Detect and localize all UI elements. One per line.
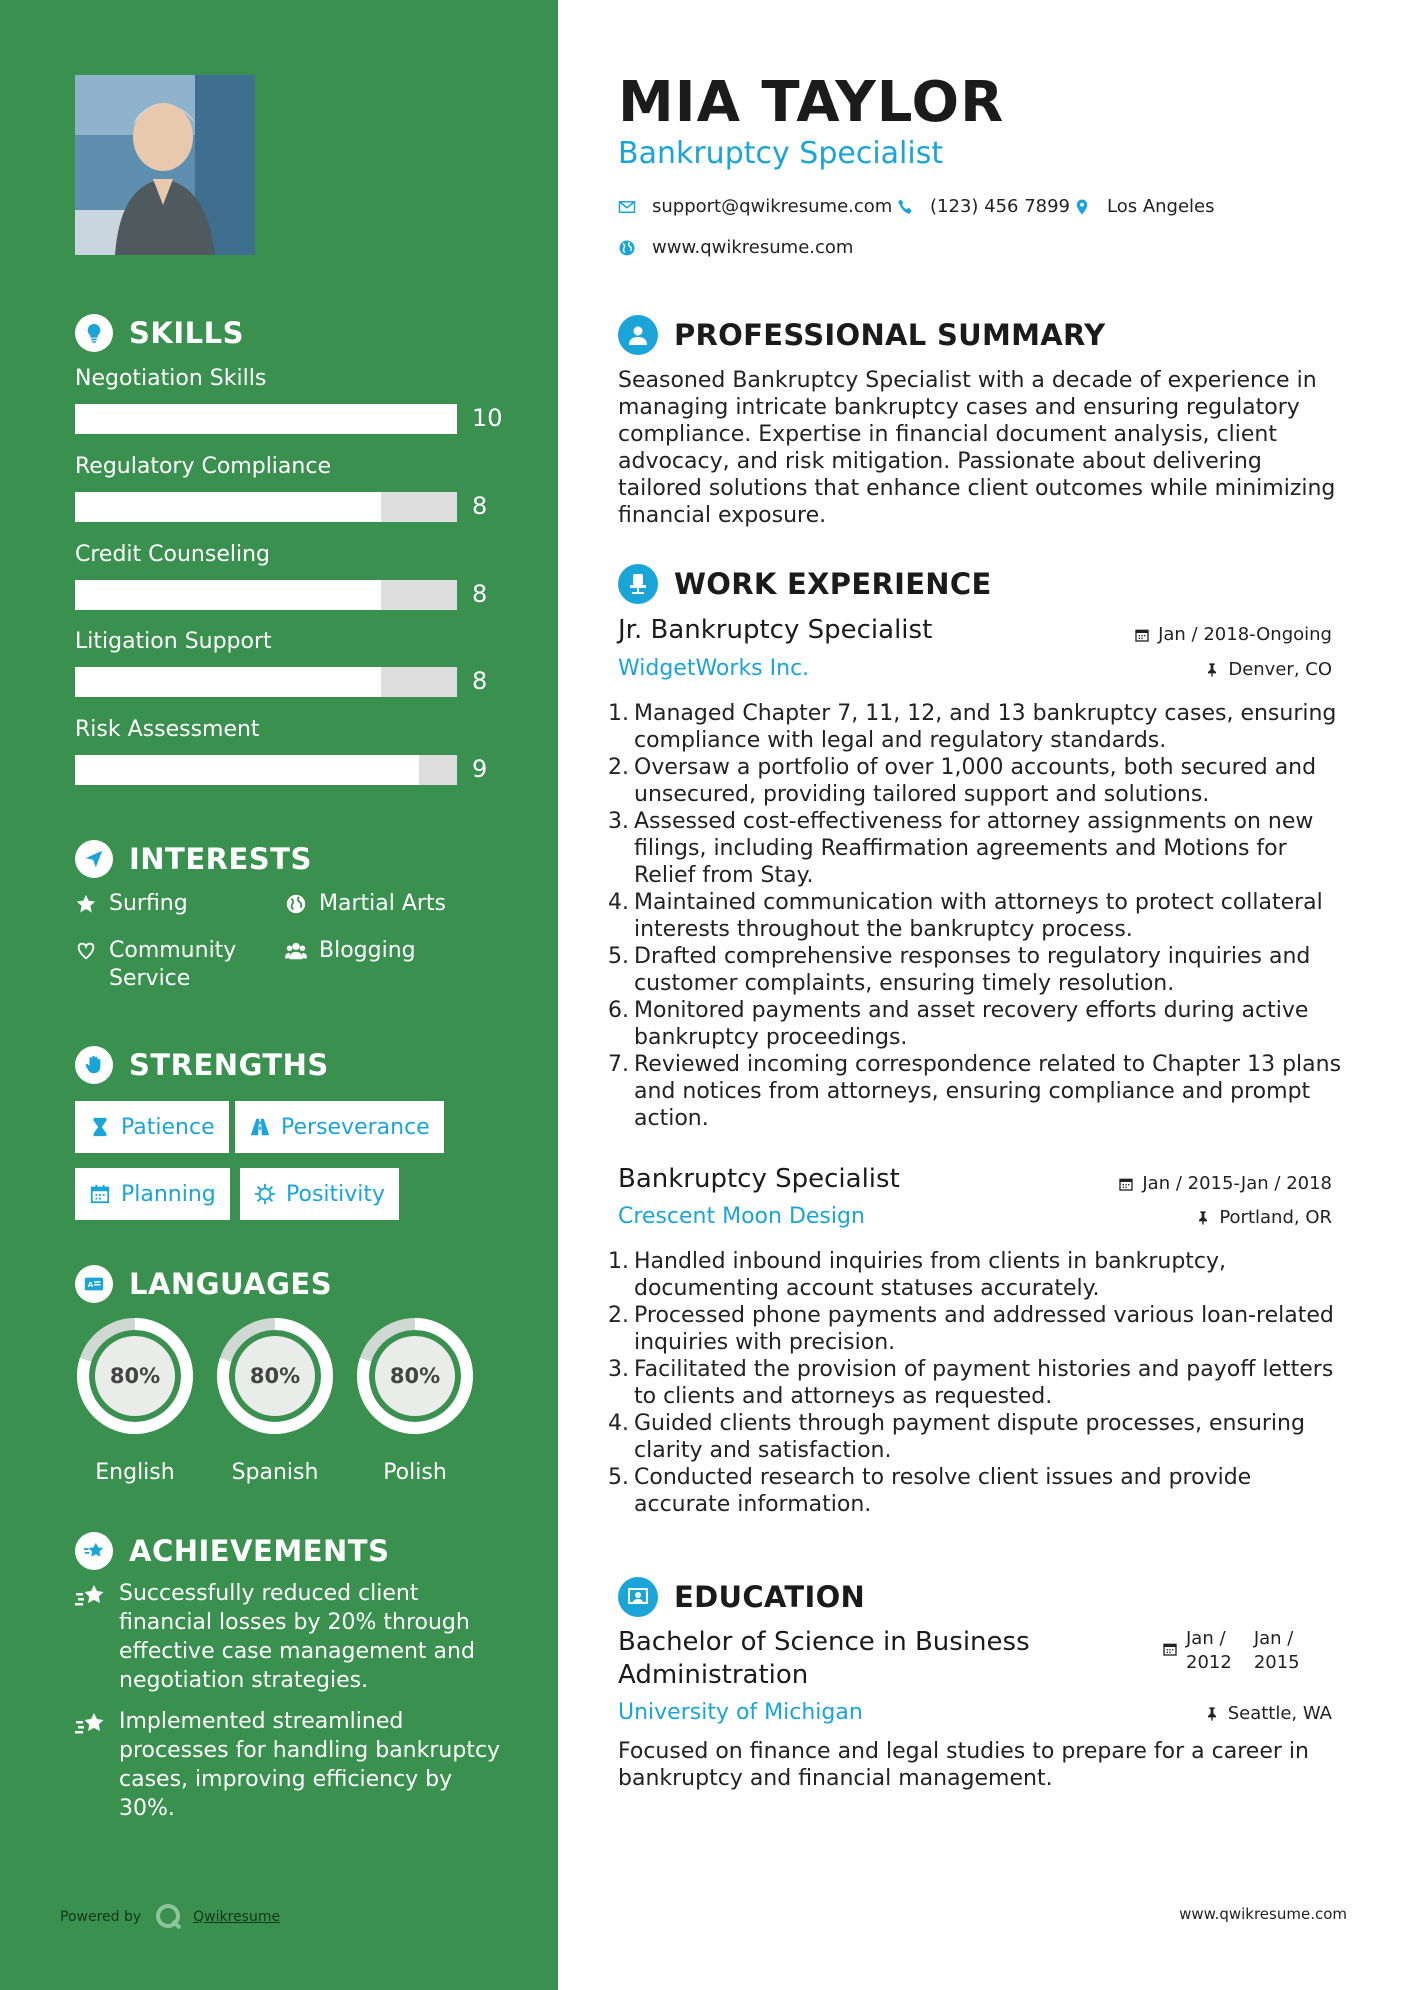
skill-level: 9: [472, 755, 488, 783]
qwikresume-link[interactable]: Qwikresume: [193, 1909, 281, 1925]
job-dates: [1134, 624, 1332, 645]
skills-title: SKILLS: [129, 316, 244, 350]
language-name: English: [95, 1460, 175, 1485]
education-description: Focused on finance and legal studies to prepare for a career in bankruptcy and financial management.: [618, 1739, 1309, 1791]
skill-name: Credit Counseling: [75, 542, 270, 567]
responsibility-item: [608, 700, 1348, 754]
item-number: 4.: [608, 890, 629, 915]
item-number: 3.: [608, 1357, 629, 1382]
skill-bar-fill: [75, 492, 381, 522]
envelope-icon: [618, 198, 636, 216]
star-icon: [75, 893, 97, 915]
degree-line: Bachelor of Science in Business: [618, 1627, 1030, 1657]
skills-heading: [75, 314, 244, 352]
interests-title: INTERESTS: [129, 842, 312, 876]
language-percent: 80%: [109, 1364, 161, 1388]
item-number: 1.: [608, 1249, 629, 1274]
strength-patience: [75, 1101, 229, 1153]
start-month: Jan /: [1186, 1628, 1226, 1649]
job-location: [1195, 1207, 1332, 1228]
responsibility-item: [608, 1051, 1348, 1132]
summary-heading: [618, 315, 1105, 355]
responsibility-item: [608, 1248, 1348, 1302]
responsibility-item: [608, 1302, 1348, 1356]
experience-title: WORK EXPERIENCE: [674, 567, 992, 601]
candidate-role: Bankruptcy Specialist: [618, 136, 944, 171]
main-content: [558, 0, 1407, 1990]
strengths-heading: [75, 1046, 329, 1084]
job-company: Crescent Moon Design: [618, 1204, 865, 1229]
footer-url[interactable]: www.qwikresume.com: [1179, 1905, 1347, 1923]
skill-level: 8: [472, 492, 488, 520]
calendar-icon: [1118, 1176, 1134, 1192]
start-year: 2012: [1186, 1652, 1232, 1673]
education-location: [1204, 1703, 1332, 1724]
globe-icon: [285, 893, 307, 915]
education-start: [1186, 1627, 1232, 1675]
skill-bar-fill: [75, 404, 457, 434]
achievement-icon: [75, 1532, 113, 1570]
pushpin-icon: [1204, 1706, 1220, 1722]
responsibility-item: [608, 754, 1348, 808]
pushpin-icon: [1204, 662, 1220, 678]
item-text: Handled inbound inquiries from clients in bankruptcy, documenting account statuses accurately.: [634, 1249, 1227, 1301]
paper-plane-icon: [75, 840, 113, 878]
item-number: 4.: [608, 1411, 629, 1436]
education-heading: [618, 1577, 865, 1617]
school-name: University of Michigan: [618, 1700, 863, 1725]
education-end: [1254, 1627, 1300, 1675]
degree-line: Administration: [618, 1660, 809, 1690]
item-text: Assessed cost-effectiveness for attorney assignments on new filings, including Reaffirmation agreements and Motions for Relief from Stay.: [634, 809, 1314, 888]
responsibility-item: [608, 1356, 1348, 1410]
job-company: WidgetWorks Inc.: [618, 656, 810, 681]
achievement-text: Implemented streamlined processes for handling bankruptcy cases, improving efficiency by 30%.: [119, 1709, 501, 1821]
strength-perseverance: [235, 1101, 444, 1153]
job-responsibilities: [608, 1248, 1348, 1518]
interest-label: Martial Arts: [319, 891, 447, 916]
item-text: Drafted comprehensive responses to regulatory inquiries and customer complaints, ensuring timely resolution.: [634, 944, 1311, 996]
item-number: 7.: [608, 1052, 629, 1077]
skill-name: Risk Assessment: [75, 717, 260, 742]
interest-martial-arts: [285, 890, 446, 918]
responsibility-item: [608, 889, 1348, 943]
sidebar: [0, 0, 558, 1990]
skill-bar-fill: [75, 580, 381, 610]
skill-name: Regulatory Compliance: [75, 454, 331, 479]
responsibility-item: [608, 1410, 1348, 1464]
language-percent: 80%: [389, 1364, 441, 1388]
experience-heading: [618, 564, 992, 604]
item-number: 5.: [608, 944, 629, 969]
contact-location: [1073, 196, 1215, 217]
end-month: Jan /: [1253, 1628, 1294, 1649]
languages-heading: [75, 1265, 332, 1303]
item-text: Managed Chapter 7, 11, 12, and 13 bankruptcy cases, ensuring compliance with legal and regulatory standards.: [634, 701, 1337, 753]
item-text: Reviewed incoming correspondence related to Chapter 13 plans and notices from attorneys, ensuring compliance and prompt action.: [634, 1052, 1342, 1131]
skill-bar: [75, 667, 457, 697]
language-name: Spanish: [231, 1460, 319, 1485]
interests-heading: [75, 840, 312, 878]
phone-text: (123) 456 7899: [930, 196, 1071, 217]
job-dates: [1118, 1173, 1332, 1194]
interest-label: Surfing: [109, 891, 188, 916]
interest-label: Community Service: [109, 938, 237, 991]
strength-label: Positivity: [286, 1181, 386, 1207]
qwikresume-logo-icon: [155, 1903, 183, 1931]
item-text: Guided clients through payment dispute processes, ensuring clarity and satisfaction.: [634, 1411, 1305, 1463]
calendar-icon: [1134, 627, 1150, 643]
strength-label: Perseverance: [281, 1114, 430, 1140]
hand-icon: [75, 1046, 113, 1084]
skill-name: Litigation Support: [75, 629, 272, 654]
phone-icon: [896, 198, 914, 216]
skill-name: Negotiation Skills: [75, 366, 267, 391]
hourglass-icon: [89, 1116, 111, 1138]
responsibility-item: [608, 808, 1348, 889]
contact-website[interactable]: [618, 237, 853, 258]
job-responsibilities: [608, 700, 1348, 1132]
skill-level: 10: [472, 404, 503, 432]
item-number: 3.: [608, 809, 629, 834]
achievements-title: ACHIEVEMENTS: [129, 1534, 390, 1568]
education-title: EDUCATION: [674, 1580, 866, 1614]
achievements-heading: [75, 1532, 389, 1570]
lightbulb-icon: [75, 314, 113, 352]
road-icon: [249, 1116, 271, 1138]
job-dates-text: Jan / 2015-Jan / 2018: [1142, 1173, 1332, 1194]
item-number: 5.: [608, 1465, 629, 1490]
degree-title: [618, 1626, 1030, 1692]
globe-icon: [618, 239, 636, 257]
languages-title: LANGUAGES: [129, 1267, 333, 1301]
item-text: Monitored payments and asset recovery efforts during active bankruptcy proceedings.: [634, 998, 1309, 1050]
heart-outline-icon: [75, 940, 97, 962]
profile-photo: [75, 75, 255, 255]
education-dates: [1162, 1627, 1300, 1675]
candidate-name: MIA TAYLOR: [618, 70, 1005, 135]
item-text: Oversaw a portfolio of over 1,000 accounts, both secured and unsecured, providing tailored support and solutions.: [634, 755, 1317, 807]
achievement-item: [75, 1579, 515, 1695]
pushpin-icon: [1195, 1210, 1211, 1226]
calendar-icon: [89, 1183, 111, 1205]
map-pin-icon: [1073, 198, 1091, 216]
contact-email[interactable]: [618, 196, 892, 217]
interest-blogging: [285, 937, 416, 965]
strength-label: Planning: [121, 1181, 216, 1207]
job-location: [1204, 659, 1332, 680]
office-chair-icon: [618, 564, 658, 604]
item-number: 2.: [608, 1303, 629, 1328]
item-text: Facilitated the provision of payment histories and payoff letters to clients and attorneys as requested.: [634, 1357, 1334, 1409]
job-dates-text: Jan / 2018-Ongoing: [1158, 624, 1332, 645]
achievement-star-icon: [75, 1711, 107, 1739]
summary-text: Seasoned Bankruptcy Specialist with a decade of experience in managing intricate bankruptcy cases and ensuring regulatory compliance. Expertise in financial document analysis, client advocacy, and risk mitigation. Passionate about delivering tailored solutions that enhance client outcomes while minimizing financial exposure.: [618, 368, 1336, 528]
skill-bar: [75, 492, 457, 522]
language-item: [73, 1314, 197, 1485]
graduation-icon: [618, 1577, 658, 1617]
job-location-text: Denver, CO: [1228, 659, 1332, 680]
skill-bar: [75, 755, 457, 785]
powered-by: [60, 1903, 280, 1931]
svg-text:A: A: [87, 1280, 94, 1290]
summary-title: PROFESSIONAL SUMMARY: [674, 318, 1106, 352]
item-text: Conducted research to resolve client issues and provide accurate information.: [634, 1465, 1252, 1517]
skill-bar-fill: [75, 755, 419, 785]
location-text: Los Angeles: [1107, 196, 1215, 217]
email-text: support@qwikresume.com: [652, 196, 893, 217]
language-item: [353, 1314, 477, 1485]
strength-label: Patience: [121, 1114, 215, 1140]
contact-phone[interactable]: [896, 196, 1070, 217]
skill-bar: [75, 580, 457, 610]
item-number: 6.: [608, 998, 629, 1023]
sun-icon: [254, 1183, 276, 1205]
skill-level: 8: [472, 667, 488, 695]
item-text: Processed phone payments and addressed various loan-related inquiries with precision.: [634, 1303, 1334, 1355]
skill-bar-fill: [75, 667, 381, 697]
end-year: 2015: [1253, 1652, 1300, 1673]
item-text: Maintained communication with attorneys to protect collateral interests throughout the bankruptcy process.: [634, 890, 1323, 942]
achievement-item: [75, 1707, 515, 1823]
interest-surfing: [75, 890, 188, 918]
powered-by-label: Powered by: [60, 1909, 142, 1925]
interest-label: Blogging: [319, 938, 416, 963]
language-item: [213, 1314, 337, 1485]
calendar-icon: [1162, 1641, 1178, 1657]
job-title: Jr. Bankruptcy Specialist: [618, 615, 933, 645]
job-location-text: Portland, OR: [1219, 1207, 1332, 1228]
strengths-title: STRENGTHS: [129, 1048, 329, 1082]
responsibility-item: [608, 943, 1348, 997]
achievement-star-icon: [75, 1583, 107, 1611]
item-number: 1.: [608, 701, 629, 726]
responsibility-item: [608, 997, 1348, 1051]
strength-planning: [75, 1168, 230, 1220]
education-location-text: Seattle, WA: [1227, 1703, 1332, 1724]
users-icon: [285, 940, 307, 962]
strength-positivity: [240, 1168, 399, 1220]
skill-level: 8: [472, 580, 488, 608]
interest-community-service: [75, 937, 265, 993]
language-icon: [75, 1265, 113, 1303]
item-number: 2.: [608, 755, 629, 780]
language-name: Polish: [383, 1460, 447, 1485]
job-title: Bankruptcy Specialist: [618, 1164, 900, 1194]
language-ring: [353, 1314, 477, 1438]
language-percent: 80%: [249, 1364, 301, 1388]
user-icon: [618, 315, 658, 355]
responsibility-item: [608, 1464, 1348, 1518]
language-ring: [213, 1314, 337, 1438]
skill-bar: [75, 404, 457, 434]
achievement-text: Successfully reduced client financial losses by 20% through effective case management and negotiation strategies.: [119, 1581, 475, 1693]
website-text: www.qwikresume.com: [652, 237, 854, 258]
language-ring: [73, 1314, 197, 1438]
